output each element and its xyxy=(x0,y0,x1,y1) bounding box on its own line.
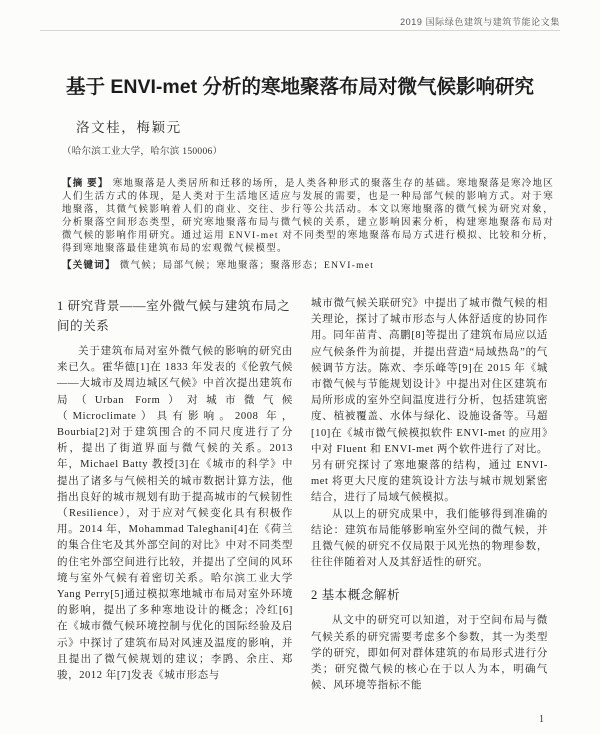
body-paragraph: 从文中的研究可以知道，对于空间布局与微气候关系的研究需要考虑多个参数，其一为类型学的研究，即如何对群体建筑的布局形式进行分类；研究微气候的核心在于以人为本，明确气候、风环境等指标不能 xyxy=(311,615,548,692)
keywords-text: 微气候；局部气候；寒地聚落；聚落形态；ENVI-met xyxy=(119,261,375,271)
abstract-text: 寒地聚落是人类居所和迁移的场所，是人类各种形式的聚落生存的基础。寒地聚落是寒冷地区人们生活方式的体现，是人类对于生活地区适应与发展的需要，也是一种局部气候的影响方式。对于寒地聚落，其微气候影响着人们的商业、交往、步行等公共活动。本文以寒地聚落的微气候为研究对象，分析聚落空间形态类型，研究寒地聚落布局与微气候的关系，建立影响因素分析，构建寒地聚落布局对微气候的影响作用研究。通过运用 ENVI-met 对不同类型的寒地聚落布局方式进行模拟、比较和分析，得到寒地聚落最佳建筑布局的宏观微气候模型。 xyxy=(62,179,554,254)
running-header: 2019 国际绿色建筑与建筑节能论文集 xyxy=(400,17,560,27)
page-number: 1 xyxy=(539,714,544,725)
keywords xyxy=(62,260,554,273)
body-paragraph: 城市微气候关联研究》中提出了城市微气候的相关理论，探讨了城市形态与人体舒适度的协同作用。同年苗青、高鹏[8]等提出了建筑布局应以适应气候条件为前提，并提出营造“局域热岛”的气候调节方法。陈欢、李乐峰等[9]在 2015 年《城市微气候与节能规划设计》中提出对住区建筑布局所形成的室外空间温度进行分析，包括建筑密度、植被覆盖、水体与绿化、设施设备等。马超[10]在《城市微气候模拟软件 ENVI-met 的应用》中对 Fluent 和 ENVI-met 两个软件进行了对比。另有研究探讨了寒地聚落的结构，通过 ENVI-met 将更大尺度的建筑设计方法与城市规划紧密结合，进行了局域气候模拟。 xyxy=(311,298,548,504)
section-2-heading: 2 基本概念解析 xyxy=(311,588,401,603)
abstract-block xyxy=(62,178,554,273)
left-column xyxy=(57,296,293,684)
abstract-label: 【摘 要】 xyxy=(62,179,109,189)
affiliation: （哈尔滨工业大学，哈尔滨 150006） xyxy=(62,147,223,157)
body-paragraph: 从以上的研究成果中，我们能够得到准确的结论：建筑布局能够影响室外空间的微气候，并且微气候的研究不仅局限于风光热的物理参数，往往伴随着对人及其舒适性的研究。 xyxy=(311,508,548,569)
section-1-heading: 1 研究背景——室外微气候与建筑布局之间的关系 xyxy=(57,299,291,333)
body-paragraph: 关于建筑布局对室外微气候的影响的研究由来已久。霍华德[1]在 1833 年发表的《伦敦气候——大城市及周边城区气候》中首次提出建筑布局（Urban Form）对城市微气候（Microclimate）具有影响。2008 年，Bourbia[2]对于建筑围合的不同尺度进行了分析，提出了街道界面与微气候的关系。2013 年，Michael Batty 教授[3]在《城市的科学》中提出了诸多与气候相关的城市数据计算方法，他指出良好的城市规划有助于提高城市的气候韧性（Resilience），对于应对气候变化具有积极作用。2014 年，Mohammad Taleghani[4]在《荷兰的集合住宅及其外部空间的对比》中对不同类型的住宅外部空间进行比较，并提出了空间的风环境与室外气候有着密切关系。哈尔滨工业大学 Yang Perry[5]通过模拟寒地城市布局对室外环境的影响，提出了多种寒地设计的概念；冷红[6]在《城市微气候环境控制与优化的国际经验及启示》中探讨了建筑布局对风速及温度的影响，并且提出了微气候规划的建议；李鹍、余庄、郑骏，2012 年[7]发表《城市形态与 xyxy=(57,346,293,682)
author-list: 洛文桂，梅颖元 xyxy=(76,120,182,135)
keywords-label: 【关键词】 xyxy=(62,261,116,271)
abstract xyxy=(62,178,554,256)
header-rule xyxy=(40,30,560,31)
paper-title: 基于 ENVI-met 分析的寒地聚落布局对微气候影响研究 xyxy=(65,76,535,98)
right-column xyxy=(311,296,548,694)
